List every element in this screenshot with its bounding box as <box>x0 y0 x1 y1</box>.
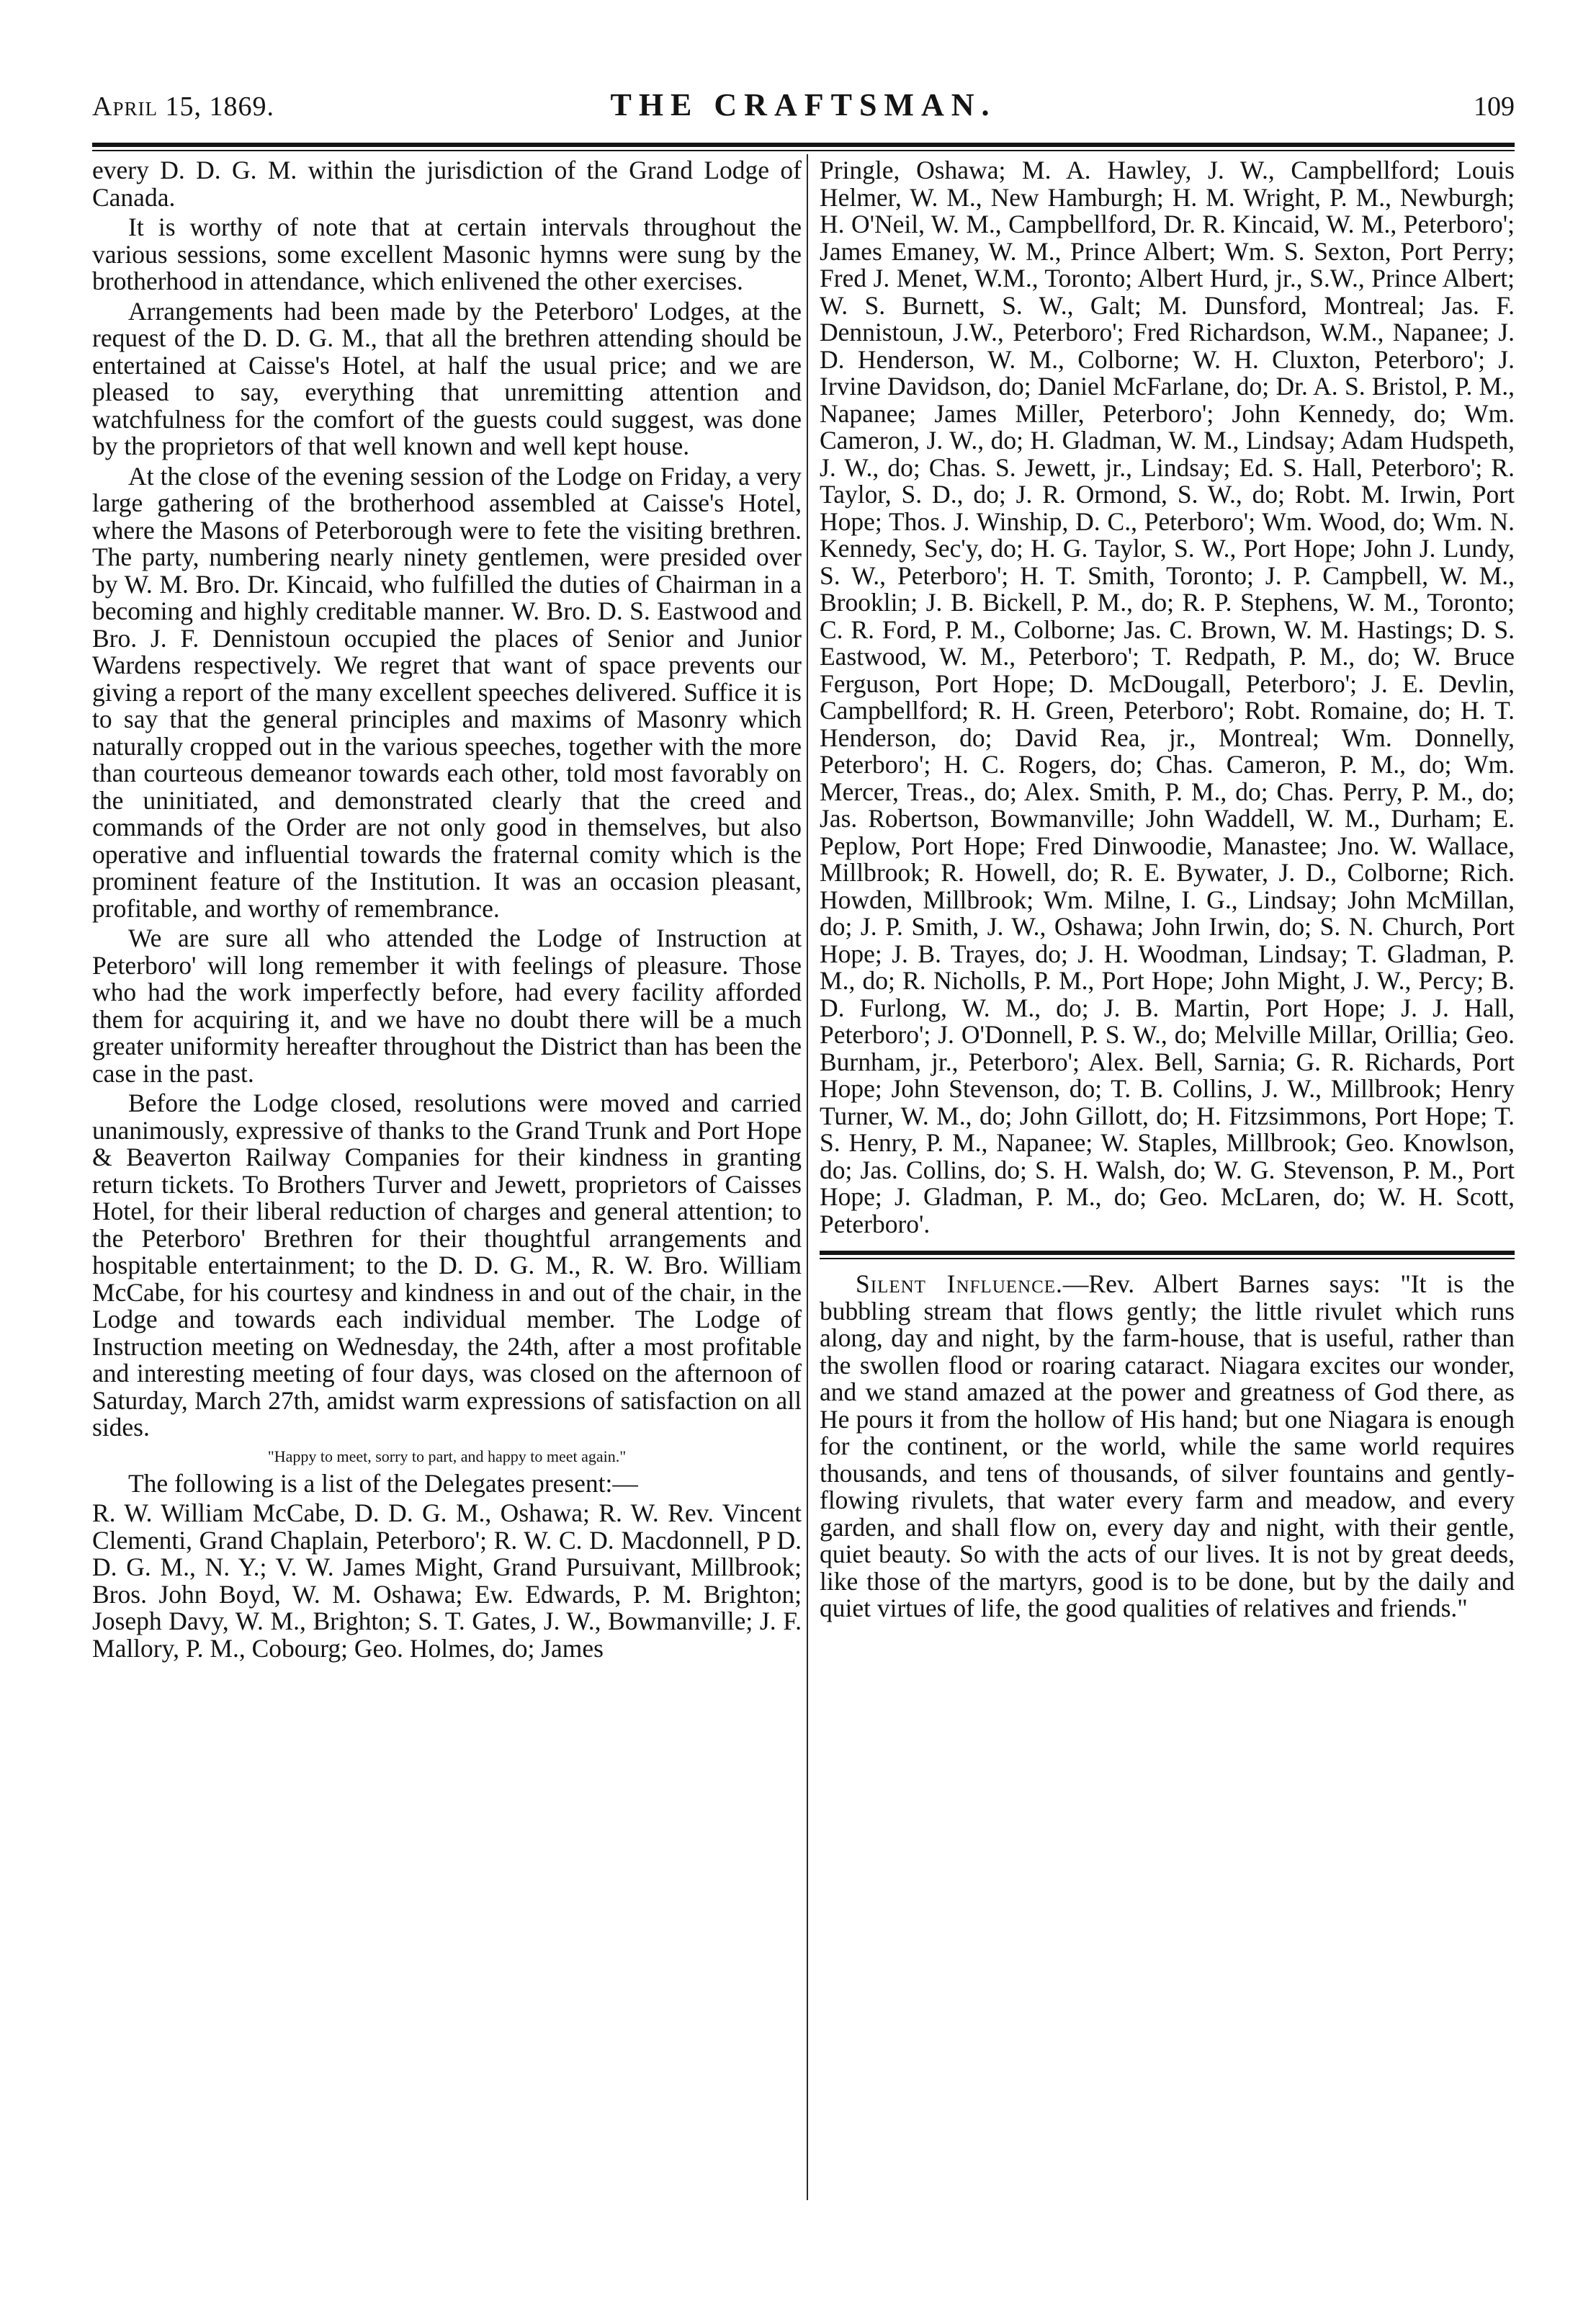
section-divider-thin <box>820 1258 1515 1259</box>
section-divider <box>820 1251 1515 1255</box>
paragraph: It is worthy of note that at certain intervals throughout the various sessions, some excellent Masonic hymns were sung by the brotherhood in attendance, which enlivened the other exercises. <box>92 213 802 295</box>
masthead-title: THE CRAFTSMAN. <box>610 87 997 122</box>
left-column <box>92 157 802 1662</box>
motto-quote: "Happy to meet, sorry to part, and happy to meet again." <box>267 1447 627 1465</box>
paragraph: The following is a list of the Delegates present:— <box>128 1468 638 1498</box>
page-header <box>92 85 1515 143</box>
paragraph: At the close of the evening session of the Lodge on Friday, a very large gathering of the brotherhood assembled at Caisse's Hotel, where the Masons of Peterborough were to fete the visiting brethren. The party, numbering nearly ninety gentlemen, were presided over by W. M. Bro. Dr. Kincaid, who fulfilled the duties of Chairman in a becoming and highly creditable manner. W. Bro. D. S. Eastwood and Bro. J. F. Dennistoun occupied the places of Senior and Junior Wardens respectively. We regret that want of space prevents our giving a report of the many excellent speeches delivered. Suffice it is to say that the general principles and maxims of Masonry which naturally cropped out in the various speeches, together with the more than courteous demeanor towards each other, told most favorably on the uninitiated, and demonstrated clearly that the creed and commands of the Order are not only good in themselves, but also operative and influential towards the fraternal comity which is the prominent feature of the Institution. It was an occasion pleasant, profitable, and worthy of remembrance. <box>92 461 802 923</box>
article-heading: Silent Influence. <box>856 1269 1063 1298</box>
paragraph: every D. D. G. M. within the jurisdiction of the Grand Lodge of Canada. <box>92 156 802 212</box>
article-paragraph <box>820 1271 1515 1622</box>
paragraph: Arrangements had been made by the Peterboro' Lodges, at the request of the D. D. G. M., that all the brethren attending should be entertained at Caisse's Hotel, at half the usual price; and we are pleased to say, everything that unremitting attention and watchfulness for the comfort of the guests could suggest, was done by the proprietors of that well known and well kept house. <box>92 296 802 460</box>
page-number: 109 <box>1474 91 1515 122</box>
article-body: —Rev. Albert Barnes says: "It is the bubbling stream that flows gently; the little rivulet which runs along, day and night, by the farm-house, that is useful, rather than the swollen flood or roaring cataract. Niagara excites our wonder, and we stand amazed at the power and greatness of God there, as He pours it from the hollow of His hand; but one Niagara is enough for the continent, or the world, while the same world requires thousands, and tens of thousands, of silver fountains and gently-flowing rivulets, that water every farm and meadow, and every garden, and shall flow on, every day and night, with their gentle, quiet beauty. So with the acts of our lives. It is not by great deeds, like those of the martyrs, good is to be done, but by the daily and quiet virtues of life, the good qualities of relatives and friends." <box>820 1269 1515 1622</box>
header-rule <box>92 143 1515 147</box>
right-column <box>820 157 1515 1622</box>
column-divider <box>807 154 808 2200</box>
delegate-list: R. W. William McCabe, D. D. G. M., Oshawa; R. W. Rev. Vincent Clementi, Grand Chaplain, Peterboro'; R. W. C. D. Macdonnell, P D. D. G. M., N. Y.; V. W. James Might, Grand Pursuivant, Millbrook; Bros. John Boyd, W. M. Oshawa; Ew. Edwards, P. M. Brighton; Joseph Davy, W. M., Brighton; S. T. Gates, J. W., Bowmanville; J. F. Mallory, P. M., Cobourg; Geo. Holmes, do; James <box>92 1498 802 1663</box>
header-rule-thin <box>92 150 1515 151</box>
issue-date: April 15, 1869. <box>92 91 274 122</box>
paragraph: Before the Lodge closed, resolutions were moved and carried unanimously, expressive of thanks to the Grand Trunk and Port Hope & Beaverton Railway Companies for their kindness in granting return tickets. To Brothers Turver and Jewett, proprietors of Caisses Hotel, for their liberal reduction of charges and general attention; to the Peterboro' Brethren for their thoughtful arrangements and hospitable entertainment; to the D. D. G. M., R. W. Bro. William McCabe, for his courtesy and kindness in and out of the chair, in the Lodge and towards each individual member. The Lodge of Instruction meeting on Wednesday, the 24th, after a most profitable and interesting meeting of four days, was closed on the afternoon of Saturday, March 27th, amidst warm expressions of satisfaction on all sides. <box>92 1089 802 1442</box>
delegate-list-continued: Pringle, Oshawa; M. A. Hawley, J. W., Campbellford; Louis Helmer, W. M., New Hamburgh; H. M. Wright, P. M., Newburgh; H. O'Neil, W. M., Campbellford, Dr. R. Kincaid, W. M., Peterboro'; James Emaney, W. M., Prince Albert; Wm. S. Sexton, Port Perry; Fred J. Menet, W.M., Toronto; Albert Hurd, jr., S.W., Prince Albert; W. S. Burnett, S. W., Galt; M. Dunsford, Montreal; Jas. F. Dennistoun, J.W., Peterboro'; Fred Richardson, W.M., Napanee; J. D. Henderson, W. M., Colborne; W. H. Cluxton, Peterboro'; J. Irvine Davidson, do; Daniel McFarlane, do; Dr. A. S. Bristol, P. M., Napanee; James Miller, Peterboro'; John Kennedy, do; Wm. Cameron, J. W., do; H. Gladman, W. M., Lindsay; Adam Hudspeth, J. W., do; Chas. S. Jewett, jr., Lindsay; Ed. S. Hall, Peterboro'; R. Taylor, S. D., do; J. R. Ormond, S. W., do; Robt. M. Irwin, Port Hope; Thos. J. Winship, D. C., Peterboro'; Wm. Wood, do; Wm. N. Kennedy, Sec'y, do; H. G. Taylor, S. W., Port Hope; John J. Lundy, S. W., Peterboro'; H. T. Smith, Toronto; J. P. Campbell, W. M., Brooklin; J. B. Bickell, P. M., do; R. P. Stephens, W. M., Toronto; C. R. Ford, P. M., Colborne; Jas. C. Brown, W. M. Hastings; D. S. Eastwood, W. M., Peterboro'; T. Redpath, P. M., do; W. Bruce Ferguson, Port Hope; D. McDougall, Peterboro'; J. E. Devlin, Campbellford; R. H. Green, Peterboro'; Robt. Romaine, do; H. T. Henderson, do; David Rea, jr., Montreal; Wm. Donnelly, Peterboro'; H. C. Rogers, do; Chas. Cameron, P. M., do; Wm. Mercer, Treas., do; Alex. Smith, P. M., do; Chas. Perry, P. M., do; Jas. Robertson, Bowmanville; John Waddell, W. M., Durham; E. Peplow, Port Hope; Fred Dinwoodie, Manastee; Jno. W. Wallace, Millbrook; R. Howell, do; R. E. Bywater, J. D., Colborne; Rich. Howden, Millbrook; Wm. Milne, I. G., Lindsay; John McMillan, do; J. P. Smith, J. W., Oshawa; John Irwin, do; S. N. Church, Port Hope; J. B. Trayes, do; J. H. Woodman, Lindsay; T. Gladman, P. M., do; R. Nicholls, P. M., Port Hope; John Might, J. W., Percy; B. D. Furlong, W. M., do; J. B. Martin, Port Hope; J. J. Hall, Peterboro'; J. O'Donnell, P. S. W., do; Melville Millar, Orillia; Geo. Burnham, jr., Peterboro'; Alex. Bell, Sarnia; G. R. Richards, Port Hope; John Stevenson, do; T. B. Collins, J. W., Millbrook; Henry Turner, W. M., do; John Gillott, do; H. Fitzsimmons, Port Hope; T. S. Henry, P. M., Napanee; W. Staples, Millbrook; Geo. Knowlson, do; Jas. Collins, do; S. H. Walsh, do; W. G. Stevenson, P. M., Port Hope; J. Gladman, P. M., do; Geo. McLaren, do; W. H. Scott, Peterboro'. <box>820 156 1515 1238</box>
paragraph: We are sure all who attended the Lodge of Instruction at Peterboro' will long remember it with feelings of pleasure. Those who had the work imperfectly before, had every facility afforded them for acquiring it, and we have no doubt there will be a much greater uniformity hereafter throughout the District than has been the case in the past. <box>92 924 802 1088</box>
